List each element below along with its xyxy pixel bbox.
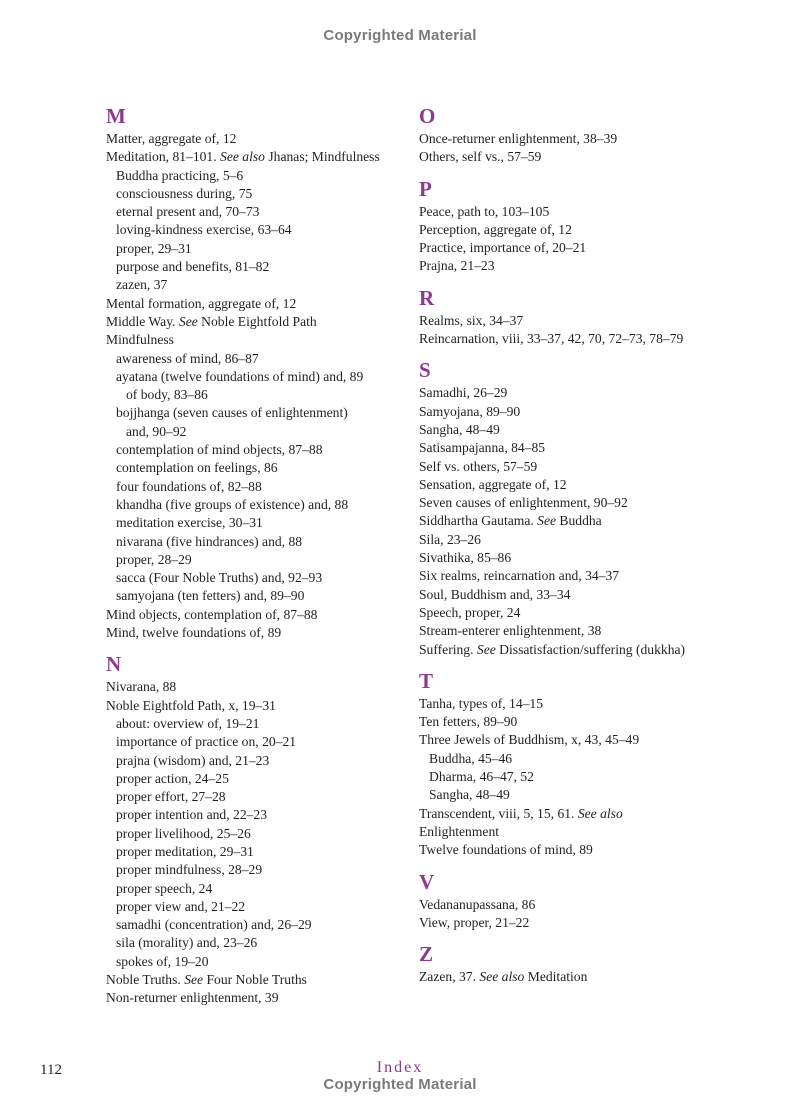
entry-text: Buddha practicing, 5–6 (116, 167, 244, 183)
cross-reference-target: Dissatisfaction/suffering (dukkha) (495, 641, 686, 657)
cross-reference-label: See (537, 513, 557, 529)
index-subentry (106, 587, 406, 605)
entry-text: Meditation, 81–101. (106, 149, 221, 165)
index-subentry (419, 786, 729, 804)
entry-text: sila (morality) and, 23–26 (116, 935, 258, 951)
index-subentry (106, 386, 406, 404)
entry-text: zazen, 37 (116, 277, 168, 293)
index-entry (419, 384, 729, 402)
entry-text: Speech, proper, 24 (419, 604, 521, 620)
index-entry (419, 203, 729, 221)
index-entry (419, 330, 729, 348)
entry-text: loving-kindness exercise, 63–64 (116, 222, 292, 238)
entry-text: Self vs. others, 57–59 (419, 458, 538, 474)
index-section (106, 652, 406, 1007)
index-subentry (106, 825, 406, 843)
entry-text: Others, self vs., 57–59 (419, 149, 542, 165)
entry-text: Noble Eightfold Path, x, 19–31 (106, 697, 276, 713)
entry-text: Six realms, reincarnation and, 34–37 (419, 568, 620, 584)
entry-text: Peace, path to, 103–105 (419, 203, 550, 219)
section-letter-heading: V (419, 869, 435, 894)
section-letter-heading: T (419, 668, 434, 693)
index-subentry (106, 221, 406, 239)
index-subentry (106, 733, 406, 751)
entry-text: Sangha, 48–49 (429, 787, 510, 803)
index-entry (419, 622, 729, 640)
copyright-watermark-top: Copyrighted Material (323, 27, 477, 44)
entry-text: proper action, 24–25 (116, 770, 229, 786)
index-entry (419, 896, 729, 914)
index-entry (419, 567, 729, 585)
entry-text: contemplation of mind objects, 87–88 (116, 442, 323, 458)
entry-text: proper intention and, 22–23 (116, 807, 268, 823)
entry-text: Vedananupassana, 86 (419, 896, 536, 912)
cross-reference-target: Jhanas; Mindfulness (264, 149, 380, 165)
index-subentry (106, 569, 406, 587)
cross-reference-target: Meditation (524, 969, 588, 985)
index-subentry (106, 404, 406, 422)
index-subentry (106, 478, 406, 496)
index-section (419, 870, 729, 933)
entry-text: Three Jewels of Buddhism, x, 43, 45–49 (419, 732, 640, 748)
index-entry (419, 641, 729, 659)
entry-text: proper meditation, 29–31 (116, 843, 254, 859)
entry-text: Dharma, 46–47, 52 (429, 769, 534, 785)
index-subentry (106, 770, 406, 788)
entry-text: Stream-enterer enlightenment, 38 (419, 623, 602, 639)
entry-text: Sangha, 48–49 (419, 421, 500, 437)
cross-reference-label: See also (479, 969, 525, 985)
index-entry (419, 312, 729, 330)
index-subentry (106, 185, 406, 203)
index-entry (419, 458, 729, 476)
index-section (419, 286, 729, 349)
index-entry (419, 476, 729, 494)
entry-text: proper, 29–31 (116, 240, 192, 256)
index-subentry (106, 752, 406, 770)
entry-text: Ten fetters, 89–90 (419, 714, 518, 730)
entry-text: Mindfulness (106, 332, 174, 348)
entry-text: Soul, Buddhism and, 33–34 (419, 586, 571, 602)
entry-text: Twelve foundations of mind, 89 (419, 842, 593, 858)
copyright-watermark-bottom: Copyrighted Material (323, 1076, 477, 1093)
index-entry (419, 968, 729, 986)
index-subentry (106, 533, 406, 551)
entry-text: Sensation, aggregate of, 12 (419, 476, 567, 492)
index-entry (419, 239, 729, 257)
entry-text: proper, 28–29 (116, 551, 192, 567)
index-subentry (106, 368, 406, 386)
index-column-right (419, 104, 729, 996)
index-subentry (106, 934, 406, 952)
entry-text: prajna (wisdom) and, 21–23 (116, 752, 270, 768)
index-subentry (106, 953, 406, 971)
index-entry (106, 697, 406, 715)
index-subentry (106, 423, 406, 441)
index-column-left (106, 104, 406, 1018)
index-entry (419, 604, 729, 622)
index-subentry (106, 861, 406, 879)
cross-reference-target: Noble Eightfold Path (197, 313, 317, 329)
section-letter-heading: M (106, 104, 126, 128)
index-entry (106, 989, 406, 1007)
entry-text: View, proper, 21–22 (419, 914, 530, 930)
cross-reference-label: See (184, 972, 204, 988)
entry-text: meditation exercise, 30–31 (116, 515, 263, 531)
index-entry (419, 439, 729, 457)
index-entry (419, 221, 729, 239)
entry-text: proper effort, 27–28 (116, 789, 226, 805)
entry-text: Reincarnation, viii, 33–37, 42, 70, 72–73, 78–79 (419, 331, 684, 347)
entry-text: four foundations of, 82–88 (116, 478, 262, 494)
entry-text: Samyojana, 89–90 (419, 403, 521, 419)
section-letter-heading: N (106, 652, 122, 677)
index-entry (106, 313, 406, 331)
cross-reference-label: See (476, 641, 496, 657)
entry-text: Perception, aggregate of, 12 (419, 221, 572, 237)
entry-text: spokes of, 19–20 (116, 953, 209, 969)
page-number: 112 (40, 1062, 62, 1078)
index-entry (419, 713, 729, 731)
index-entry (106, 295, 406, 313)
index-entry (419, 586, 729, 604)
index-entry (419, 148, 729, 166)
entry-text: Realms, six, 34–37 (419, 312, 524, 328)
entry-text: Mental formation, aggregate of, 12 (106, 295, 297, 311)
entry-text: contemplation on feelings, 86 (116, 460, 278, 476)
entry-text: Buddha, 45–46 (429, 750, 513, 766)
index-entry (419, 403, 729, 421)
entry-text: importance of practice on, 20–21 (116, 734, 297, 750)
index-entry (419, 512, 729, 530)
index-entry (419, 531, 729, 549)
entry-text: Nivarana, 88 (106, 679, 177, 695)
section-letter-heading: S (419, 358, 431, 383)
entry-text: of body, 83–86 (126, 387, 208, 403)
entry-text: Suffering. (419, 641, 477, 657)
entry-text: Tanha, types of, 14–15 (419, 695, 544, 711)
index-entry (419, 731, 729, 749)
index-subentry (106, 203, 406, 221)
cross-reference-target: Four Noble Truths (203, 972, 307, 988)
index-entry (419, 130, 729, 148)
index-entry (106, 971, 406, 989)
entry-text: eternal present and, 70–73 (116, 204, 260, 220)
entry-text: Middle Way. (106, 313, 179, 329)
entry-text: Non-returner enlightenment, 39 (106, 990, 279, 1006)
entry-text: Enlightenment (419, 823, 500, 839)
entry-text: Once-returner enlightenment, 38–39 (419, 131, 618, 146)
index-section (106, 104, 406, 642)
index-subentry (106, 514, 406, 532)
entry-text: purpose and benefits, 81–82 (116, 259, 270, 275)
index-section (419, 104, 729, 167)
index-entry (419, 549, 729, 567)
entry-text: awareness of mind, 86–87 (116, 350, 259, 366)
entry-text: consciousness during, 75 (116, 185, 253, 201)
entry-text: Siddhartha Gautama. (419, 513, 538, 529)
cross-reference-label: See also (220, 149, 265, 165)
index-entry (106, 130, 406, 148)
index-subentry (106, 788, 406, 806)
entry-text: bojjhanga (seven causes of enlightenment) (116, 405, 348, 421)
entry-text: ayatana (twelve foundations of mind) and, 89 (116, 368, 364, 384)
index-subentry (106, 898, 406, 916)
cross-reference-label: See also (577, 805, 623, 821)
index-subentry (106, 551, 406, 569)
entry-text: proper livelihood, 25–26 (116, 825, 251, 841)
entry-text: proper view and, 21–22 (116, 898, 246, 914)
entry-text: Samadhi, 26–29 (419, 385, 508, 401)
index-subentry (106, 167, 406, 185)
index-subentry (106, 843, 406, 861)
index-entry (419, 695, 729, 713)
entry-text: Noble Truths. (106, 972, 185, 988)
entry-text: Seven causes of enlightenment, 90–92 (419, 495, 628, 511)
section-letter-heading: P (419, 176, 432, 201)
index-subentry (106, 258, 406, 276)
cross-reference-label: See (178, 313, 198, 329)
entry-text: Transcendent, viii, 5, 15, 61. (419, 805, 578, 821)
section-letter-heading: O (419, 104, 436, 128)
index-section (419, 942, 729, 986)
index-subentry (106, 715, 406, 733)
index-entry (106, 624, 406, 642)
entry-text: proper speech, 24 (116, 880, 213, 896)
index-entry (419, 257, 729, 275)
running-title: Index (376, 1059, 424, 1076)
section-letter-heading: Z (419, 942, 434, 967)
entry-text: Sivathika, 85–86 (419, 550, 512, 566)
entry-text: Satisampajanna, 84–85 (419, 440, 546, 456)
index-subentry (106, 459, 406, 477)
index-subentry (106, 496, 406, 514)
entry-text: khandha (five groups of existence) and, 88 (116, 496, 349, 512)
entry-text: Mind objects, contemplation of, 87–88 (106, 606, 318, 622)
index-entry (106, 148, 406, 166)
index-subentry (106, 880, 406, 898)
entry-text: nivarana (five hindrances) and, 88 (116, 533, 303, 549)
index-subentry (419, 750, 729, 768)
index-entry (106, 678, 406, 696)
index-section (419, 669, 729, 860)
index-subentry (106, 916, 406, 934)
cross-reference-target: Buddha (556, 513, 602, 529)
index-entry (106, 331, 406, 349)
index-section (419, 358, 729, 658)
entry-text: Prajna, 21–23 (419, 258, 495, 274)
index-subentry (106, 276, 406, 294)
entry-text: about: overview of, 19–21 (116, 715, 260, 731)
index-entry (419, 421, 729, 439)
entry-text: Sila, 23–26 (419, 531, 481, 547)
index-entry (419, 823, 729, 841)
index-entry (106, 606, 406, 624)
entry-text: proper mindfulness, 28–29 (116, 862, 263, 878)
index-entry (419, 841, 729, 859)
entry-text: sacca (Four Noble Truths) and, 92–93 (116, 570, 323, 586)
index-entry (419, 914, 729, 932)
entry-text: samyojana (ten fetters) and, 89–90 (116, 588, 305, 604)
index-subentry (106, 240, 406, 258)
entry-text: Mind, twelve foundations of, 89 (106, 625, 282, 641)
index-subentry (106, 441, 406, 459)
entry-text: and, 90–92 (126, 423, 187, 439)
entry-text: Matter, aggregate of, 12 (106, 131, 237, 146)
entry-text: Zazen, 37. (419, 969, 480, 985)
entry-text: Practice, importance of, 20–21 (419, 240, 587, 256)
index-entry (419, 494, 729, 512)
index-subentry (106, 806, 406, 824)
entry-text: samadhi (concentration) and, 26–29 (116, 917, 312, 933)
index-subentry (106, 350, 406, 368)
index-section (419, 177, 729, 276)
section-letter-heading: R (419, 285, 435, 310)
index-entry (419, 805, 729, 823)
index-subentry (419, 768, 729, 786)
